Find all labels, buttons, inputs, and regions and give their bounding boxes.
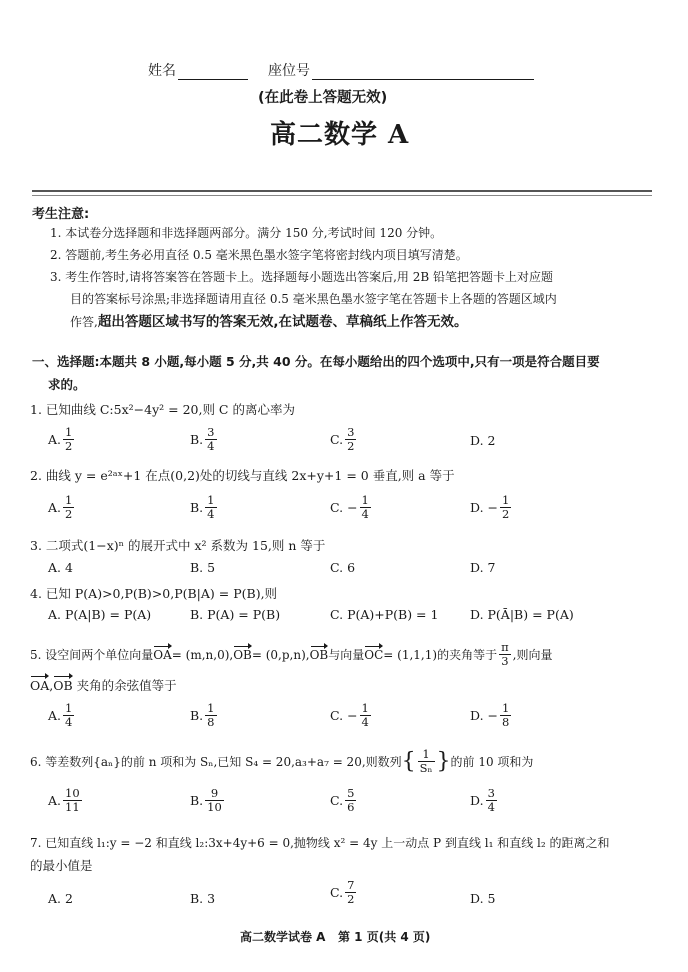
question-7-stem-cont: 的最小值是 <box>30 858 93 873</box>
question-3-option-c: C. 6 <box>330 560 356 575</box>
notice-item-1: 1. 本试卷分选择题和非选择题两部分。满分 150 分,考试时间 120 分钟。 <box>50 226 443 240</box>
question-1-option-c: C. $\frac{3}{2}$ <box>330 425 355 454</box>
name-label: 姓名 <box>148 60 248 80</box>
name-blank <box>178 66 248 80</box>
question-1-option-a: A. $\frac{1}{2}$ <box>48 425 73 454</box>
notice-item-3-line3: 作答,超出答题区域书写的答案无效,在试题卷、草稿纸上作答无效。 <box>70 314 468 330</box>
question-1-option-d: D. 2 <box>470 433 496 448</box>
question-5-option-a: A. $\frac{1}{4}$ <box>48 701 73 730</box>
question-7-option-a: A. 2 <box>48 891 73 906</box>
question-7-option-d: D. 5 <box>470 891 496 906</box>
question-6-option-c: C. $\frac{5}{6}$ <box>330 786 355 815</box>
question-3-stem: 3. 二项式(1−x)ⁿ 的展开式中 x² 系数为 15,则 n 等于 <box>30 538 326 553</box>
question-1-stem: 1. 已知曲线 C:5x²−4y² = 20,则 C 的离心率为 <box>30 402 295 417</box>
notice-heading: 考生注意: <box>32 207 90 222</box>
question-5-option-b: B. $\frac{1}{8}$ <box>190 701 215 730</box>
question-3-option-a: A. 4 <box>48 560 73 575</box>
divider-top <box>32 190 652 192</box>
question-7-stem: 7. 已知直线 l₁:y = −2 和直线 l₂:3x+4y+6 = 0,抛物线 x² = 4y 上一动点 P 到直线 l₁ 和直线 l₂ 的距离之和 <box>30 836 610 850</box>
vector-oc: OC <box>364 647 384 662</box>
vector-oa: OA <box>153 647 172 662</box>
notice-item-2: 2. 答题前,考生务必用直径 0.5 毫米黑色墨水签字笔将密封线内项目填写清楚。 <box>50 248 468 262</box>
question-4-option-a: A. P(A|B) = P(A) <box>48 607 152 622</box>
question-5-stem: 5. 设空间两个单位向量 OA = (m,n,0), OB = (0,p,n), OB 与向量 OC = (1,1,1)的夹角等于 $\frac{\pi}{3}$ ,则向量 <box>30 640 553 669</box>
vector-ob: OB <box>233 647 252 662</box>
question-2-stem: 2. 曲线 y = e²ᵃˣ+1 在点(0,2)处的切线与直线 2x+y+1 = 0 垂直,则 a 等于 <box>30 468 455 483</box>
question-2-option-a: A. $\frac{1}{2}$ <box>48 493 73 522</box>
question-6-stem: 6. 等差数列{aₙ}的前 n 项和为 Sₙ,已知 S₄ = 20,a₃+a₇ = 20,则数列 { $\frac{1}{\text{Sₙ}}$ } 的前 10 项和为 <box>30 747 534 776</box>
divider-bottom <box>32 195 652 196</box>
question-3-option-b: B. 5 <box>190 560 216 575</box>
question-2-option-b: B. $\frac{1}{4}$ <box>190 493 215 522</box>
page-footer: 高二数学试卷 A 第 1 页(共 4 页) <box>240 930 431 944</box>
question-5-option-d: D. − $\frac{1}{8}$ <box>470 701 510 730</box>
notice-item-3-line1: 3. 考生作答时,请将答案答在答题卡上。选择题每小题选出答案后,用 2B 铅笔把答题卡上对应题 <box>50 270 553 284</box>
question-2-option-d: D. − $\frac{1}{2}$ <box>470 493 510 522</box>
notice-item-3-line2: 目的答案标号涂黑;非选择题请用直径 0.5 毫米黑色墨水签字笔在答题卡上各题的答题区域内 <box>70 292 557 306</box>
question-7-option-c: C. $\frac{7}{2}$ <box>330 878 355 907</box>
question-4-option-b: B. P(A) = P(B) <box>190 607 281 622</box>
question-5-option-c: C. − $\frac{1}{4}$ <box>330 701 369 730</box>
section-1-heading: 一、选择题:本题共 8 小题,每小题 5 分,共 40 分。在每小题给出的四个选项中,只有一项是符合题目要 <box>32 354 600 369</box>
seat-label: 座位号 <box>268 60 534 80</box>
question-3-option-d: D. 7 <box>470 560 496 575</box>
notice-warning: 超出答题区域书写的答案无效,在试题卷、草稿纸上作答无效。 <box>97 314 468 330</box>
question-6-option-d: D. $\frac{3}{4}$ <box>470 786 495 815</box>
page-title: 高二数学 A <box>270 120 410 150</box>
question-5-stem-cont: OA,OB 夹角的余弦值等于 <box>30 678 177 693</box>
question-6-option-a: A. $\frac{10}{11}$ <box>48 786 80 815</box>
question-7-option-b: B. 3 <box>190 891 216 906</box>
question-2-option-c: C. − $\frac{1}{4}$ <box>330 493 369 522</box>
question-6-option-b: B. $\frac{9}{10}$ <box>190 786 222 815</box>
question-4-stem: 4. 已知 P(A)>0,P(B)>0,P(B|A) = P(B),则 <box>30 586 278 601</box>
question-4-option-c: C. P(A)+P(B) = 1 <box>330 607 439 622</box>
seat-blank <box>312 66 534 80</box>
question-4-option-d: D. P(Ā|B) = P(A) <box>470 607 574 622</box>
section-1-heading-cont: 求的。 <box>48 377 86 392</box>
vector-ob-2: OB <box>309 647 329 662</box>
invalid-note: (在此卷上答题无效) <box>258 90 388 106</box>
question-1-option-b: B. $\frac{3}{4}$ <box>190 425 215 454</box>
